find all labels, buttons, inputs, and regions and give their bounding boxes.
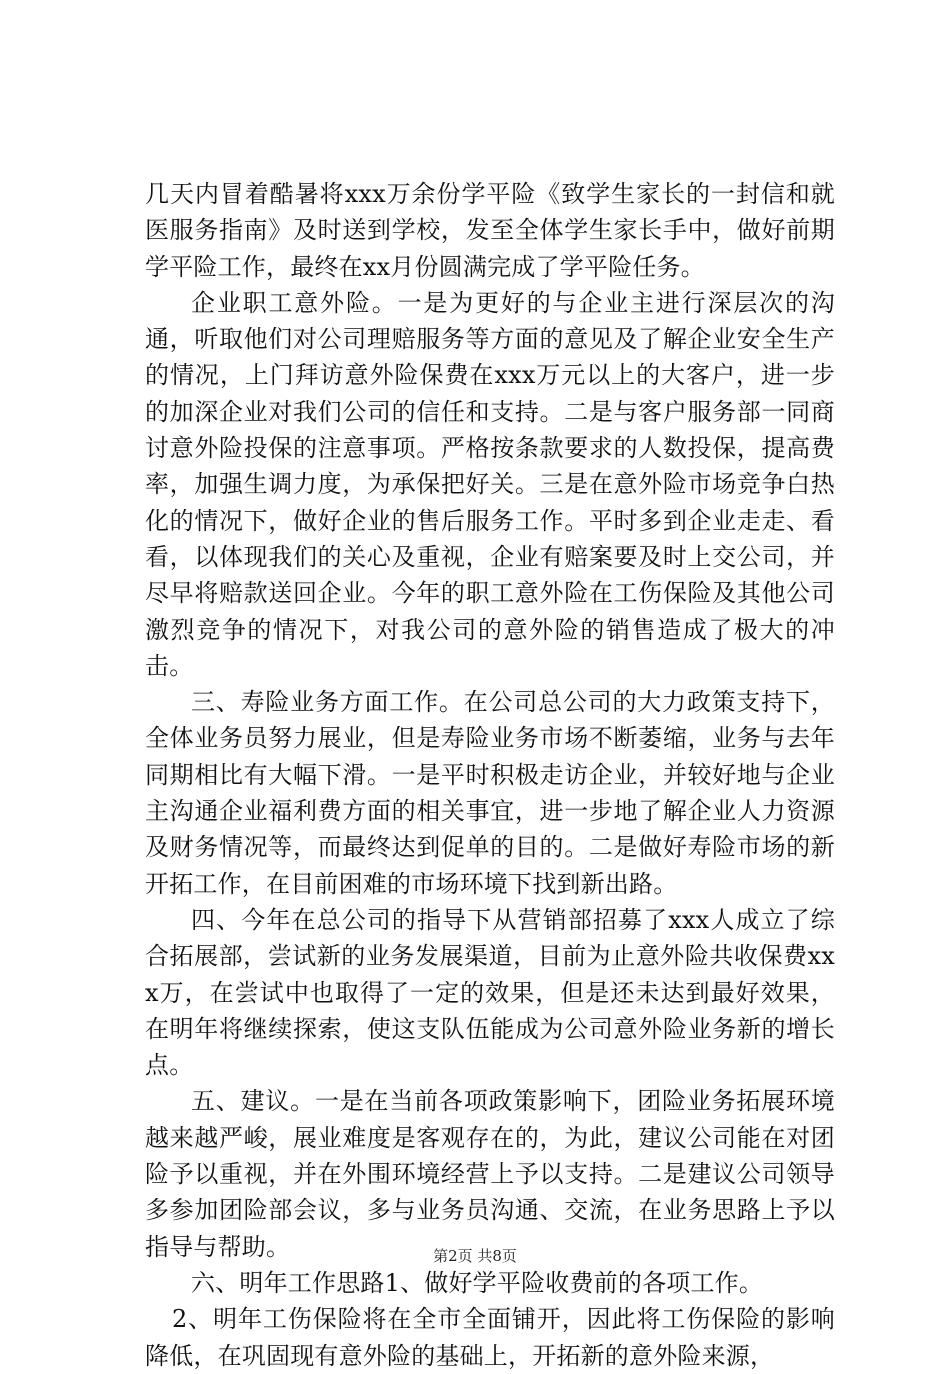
paragraph-next-year-plan: 六、明年工作思路1、做好学平险收费前的各项工作。 <box>191 1268 764 1297</box>
paragraph-work-injury-insurance: 2、明年工伤保险将在全市全面铺开，因此将工伤保险的影响降低，在巩固现有意外险的基础上，开拓新的意外险来源， <box>145 1305 835 1370</box>
paragraph-continuation: 几天内冒着酷暑将xxx万余份学平险《致学生家长的一封信和就医服务指南》及时送到学校，发至全体学生家长手中，做好前期学平险工作，最终在xx月份圆满完成了学平险任务。 <box>145 180 835 281</box>
paragraph-employee-accident-insurance: 企业职工意外险。一是为更好的与企业主进行深层次的沟通，听取他们对公司理赔服务等方面的意见及了解企业安全生产的情况，上门拜访意外险保费在xxx万元以上的大客户，进一步的加深企业对我们公司的信任和支持。二是与客户服务部一同商讨意外险投保的注意事项。严格按条款要求的人数投保，提高费率，加强生调力度，为承保把好关。三是在意外险市场竞争白热化的情况下，做好企业的售后服务工作。平时多到企业走走、看看，以体现我们的关心及重视，企业有赔案要及时上交公司，并尽早将赔款送回企业。今年的职工意外险在工伤保险及其他公司激烈竞争的情况下，对我公司的意外险的销售造成了极大的冲击。 <box>145 288 835 680</box>
page-number-footer: 第2页 共8页 <box>433 1247 517 1265</box>
paragraph-life-insurance: 三、寿险业务方面工作。在公司总公司的大力政策支持下，全体业务员努力展业，但是寿险业务市场不断萎缩，业务与去年同期相比有大幅下滑。一是平时积极走访企业，并较好地与企业主沟通企业福利费方面的相关事宜，进一步地了解企业人力资源及财务情况等，而最终达到促单的目的。二是做好寿险市场的新开拓工作，在目前困难的市场环境下找到新出路。 <box>145 688 835 898</box>
paragraph-expansion-department: 四、今年在总公司的指导下从营销部招募了xxx人成立了综合拓展部，尝试新的业务发展渠道，目前为止意外险共收保费xxx万，在尝试中也取得了一定的效果，但是还未达到最好效果，在明年将继续探索，使这支队伍能成为公司意外险业务新的增长点。 <box>145 905 835 1080</box>
document-body <box>145 176 835 1374</box>
paragraph-suggestions: 五、建议。一是在当前各项政策影响下，团险业务拓展环境越来越严峻，展业难度是客观存在的，为此，建议公司能在对团险予以重视，并在外围环境经营上予以支持。二是建议公司领导多参加团险部会议，多与业务员沟通、交流，在业务思路上予以指导与帮助。 <box>145 1087 835 1261</box>
